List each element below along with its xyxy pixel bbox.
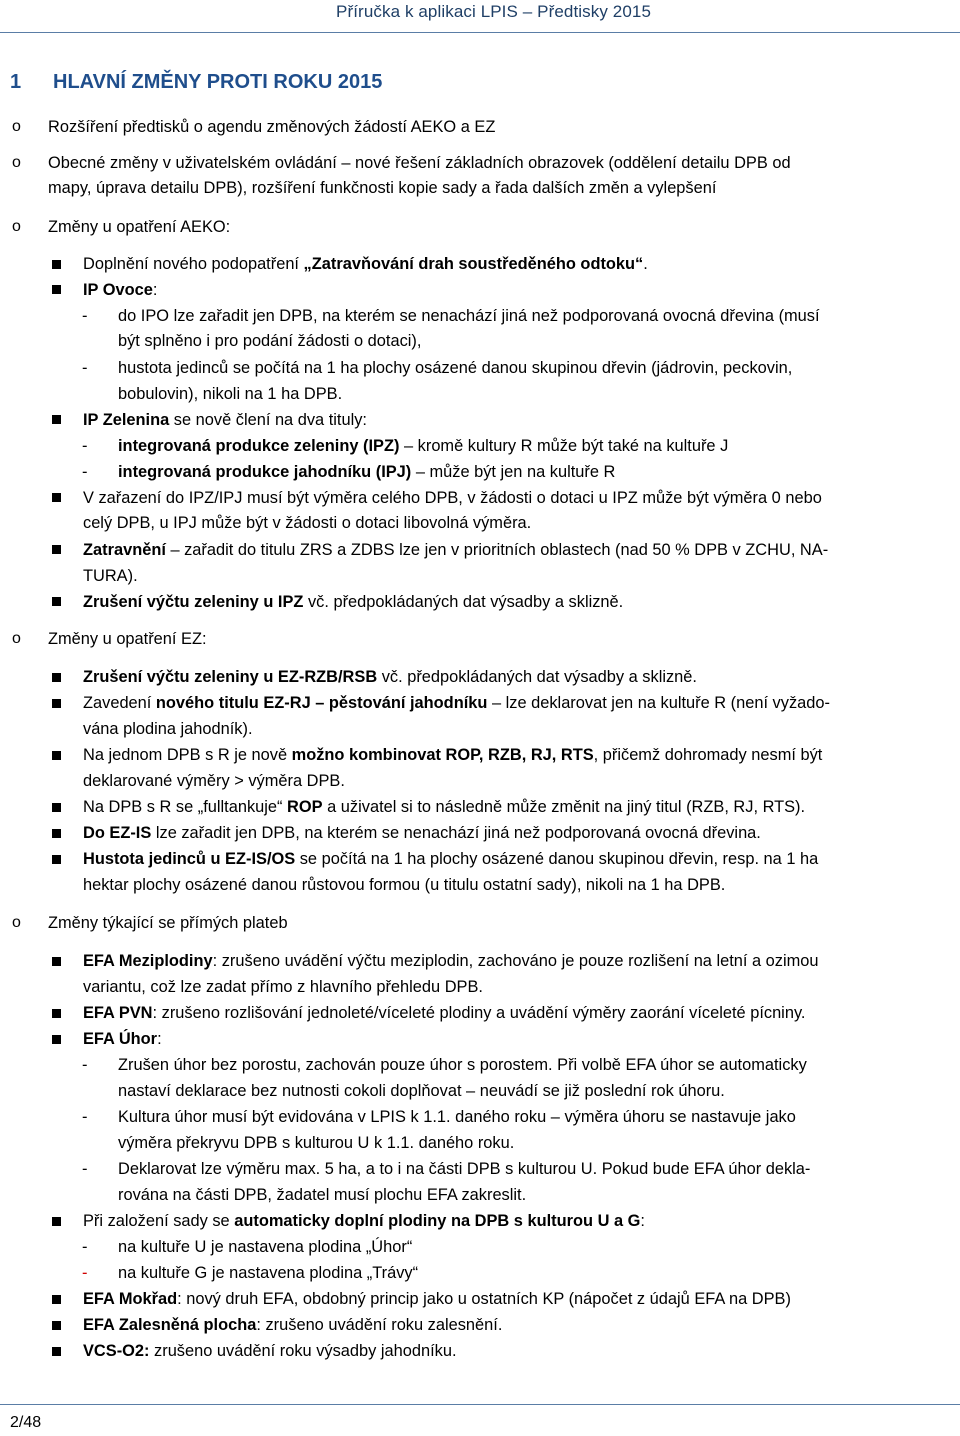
list-item-cont: vána plodina jahodník). [83, 720, 253, 738]
list-item-cont: bobulovin), nikoli na 1 ha DPB. [118, 385, 343, 403]
dash-bullet: - [82, 1238, 88, 1256]
bullet-o: o [12, 218, 21, 235]
list-item-cont: nastaví deklarace bez nutnosti cokoli doplňovat – neuvádí se již poslední rok úhoru. [118, 1082, 725, 1100]
list-item: Zrušení výčtu zeleniny u EZ-RZB/RSB vč. předpokládaných dat výsadby a sklizně. [83, 668, 697, 686]
square-bullet-icon [52, 1295, 61, 1304]
square-bullet-icon [52, 260, 61, 269]
list-item: EFA Úhor: [83, 1030, 162, 1048]
square-bullet-icon [52, 285, 61, 294]
list-item-cont: celý DPB, u IPJ může být v žádosti o dotaci libovolná výměra. [83, 514, 532, 532]
square-bullet-icon [52, 751, 61, 760]
list-item: Na DPB s R se „fulltankuje“ ROP a uživatel si to následně může změnit na jiný titul (RZB, RJ, RTS). [83, 798, 806, 816]
square-bullet-icon [52, 673, 61, 682]
list-item-cont: být splněno i pro podání žádosti o dotaci), [118, 332, 422, 350]
list-item: Obecné změny v uživatelském ovládání – nové řešení základních obrazovek (oddělení detailu DPB od [48, 154, 791, 172]
bullet-o: o [12, 630, 21, 647]
list-item: integrovaná produkce jahodníku (IPJ) – může být jen na kultuře R [118, 463, 616, 481]
list-item: V zařazení do IPZ/IPJ musí být výměra celého DPB, v žádosti o dotaci u IPZ může být výměra 0 nebo [83, 489, 822, 507]
square-bullet-icon [52, 545, 61, 554]
square-bullet-icon [52, 699, 61, 708]
list-item: IP Zelenina se nově člení na dva tituly: [83, 411, 367, 429]
square-bullet-icon [52, 1217, 61, 1226]
list-item: Změny týkající se přímých plateb [48, 914, 288, 932]
dash-bullet: - [82, 1056, 88, 1074]
list-item: Kultura úhor musí být evidována v LPIS k 1.1. daného roku – výměra úhoru se nastavuje jako [118, 1108, 796, 1126]
square-bullet-icon [52, 1009, 61, 1018]
list-item: VCS-O2: zrušeno uvádění roku výsadby jahodníku. [83, 1342, 457, 1360]
list-item-cont: variantu, což lze zadat přímo z hlavního přehledu DPB. [83, 978, 483, 996]
square-bullet-icon [52, 597, 61, 606]
list-item: Hustota jedinců u EZ-IS/OS se počítá na 1 ha plochy osázené danou skupinou dřevin, resp. na 1 ha [83, 850, 819, 868]
list-item: Zrušení výčtu zeleniny u IPZ vč. předpokládaných dat výsadby a sklizně. [83, 593, 624, 611]
list-item: EFA PVN: zrušeno rozlišování jednoleté/víceleté plodiny a uvádění výměry zaorání víceleté pícniny. [83, 1004, 806, 1022]
dash-bullet: - [82, 307, 88, 325]
list-item: Zrušen úhor bez porostu, zachován pouze úhor s porostem. Při volbě EFA úhor se automaticky [118, 1056, 807, 1074]
list-item: Při založení sady se automaticky doplní plodiny na DPB s kulturou U a G: [83, 1212, 645, 1230]
header-rule [0, 32, 960, 33]
list-item-cont: rována na části DPB, žadatel musí plochu EFA zakreslit. [118, 1186, 527, 1204]
bullet-o: o [12, 118, 21, 135]
dash-bullet: - [82, 1160, 88, 1178]
square-bullet-icon [52, 1035, 61, 1044]
list-item: na kultuře G je nastavena plodina „Trávy“ [118, 1264, 419, 1282]
list-item: do IPO lze zařadit jen DPB, na kterém se nenachází jiná než podporovaná ovocná dřevina (musí [118, 307, 820, 325]
square-bullet-icon [52, 493, 61, 502]
section-heading [10, 71, 382, 94]
square-bullet-icon [52, 1347, 61, 1356]
dash-bullet: - [82, 1108, 88, 1126]
dash-bullet: - [82, 359, 88, 377]
square-bullet-icon [52, 1321, 61, 1330]
square-bullet-icon [52, 803, 61, 812]
square-bullet-icon [52, 957, 61, 966]
list-item: integrovaná produkce zeleniny (IPZ) – kromě kultury R může být také na kultuře J [118, 437, 729, 455]
list-item: Změny u opatření AEKO: [48, 218, 231, 236]
page-number: 2/48 [10, 1414, 42, 1431]
square-bullet-icon [52, 415, 61, 424]
list-item: Rozšíření předtisků o agendu změnových žádostí AEKO a EZ [48, 118, 496, 136]
list-item: EFA Mokřad: nový druh EFA, obdobný princip jako u ostatních KP (nápočet z údajů EFA na DPB) [83, 1290, 791, 1308]
list-item: Doplnění nového podopatření „Zatravňování drah soustředěného odtoku“. [83, 255, 648, 273]
list-item: IP Ovoce: [83, 281, 158, 299]
list-item: Změny u opatření EZ: [48, 630, 207, 648]
document-header: Příručka k aplikaci LPIS – Předtisky 2015 [336, 2, 651, 21]
list-item-cont: hektar plochy osázené danou růstovou formou (u titulu ostatní sady), nikoli na 1 ha DPB. [83, 876, 726, 894]
bullet-o: o [12, 154, 21, 171]
list-item: hustota jedinců se počítá na 1 ha plochy osázené danou skupinou dřevin (jádrovin, peckovin, [118, 359, 793, 377]
list-item-cont: mapy, úprava detailu DPB), rozšíření funkčnosti kopie sady a řada dalších změn a vylepšení [48, 179, 717, 197]
list-item: na kultuře U je nastavena plodina „Úhor“ [118, 1238, 413, 1256]
dash-bullet: - [82, 463, 88, 481]
footer-rule [0, 1404, 960, 1405]
list-item-cont: deklarované výměry > výměra DPB. [83, 772, 345, 790]
list-item: EFA Zalesněná plocha: zrušeno uvádění roku zalesnění. [83, 1316, 503, 1334]
list-item-cont: výměra překryvu DPB s kulturou U k 1.1. daného roku. [118, 1134, 515, 1152]
dash-bullet-red: - [82, 1264, 88, 1282]
list-item: Zatravnění – zařadit do titulu ZRS a ZDBS lze jen v prioritních oblastech (nad 50 % DPB v ZCHU, NA- [83, 541, 829, 559]
list-item: Zavedení nového titulu EZ-RJ – pěstování jahodníku – lze deklarovat jen na kultuře R (není vyžado- [83, 694, 830, 712]
square-bullet-icon [52, 855, 61, 864]
list-item: Deklarovat lze výměru max. 5 ha, a to i na části DPB s kulturou U. Pokud bude EFA úhor dekla- [118, 1160, 811, 1178]
dash-bullet: - [82, 437, 88, 455]
list-item-cont: TURA). [83, 567, 138, 585]
heading-text: HLAVNÍ ZMĚNY PROTI ROKU 2015 [53, 71, 383, 93]
bullet-o: o [12, 914, 21, 931]
list-item: Na jednom DPB s R je nově možno kombinovat ROP, RZB, RJ, RTS, přičemž dohromady nesmí být [83, 746, 823, 764]
heading-number: 1 [10, 71, 22, 93]
square-bullet-icon [52, 829, 61, 838]
list-item: EFA Meziplodiny: zrušeno uvádění výčtu meziplodin, zachováno je pouze rozlišení na letní a ozimou [83, 952, 819, 970]
list-item: Do EZ-IS lze zařadit jen DPB, na kterém se nenachází jiná než podporovaná ovocná dřevina. [83, 824, 761, 842]
